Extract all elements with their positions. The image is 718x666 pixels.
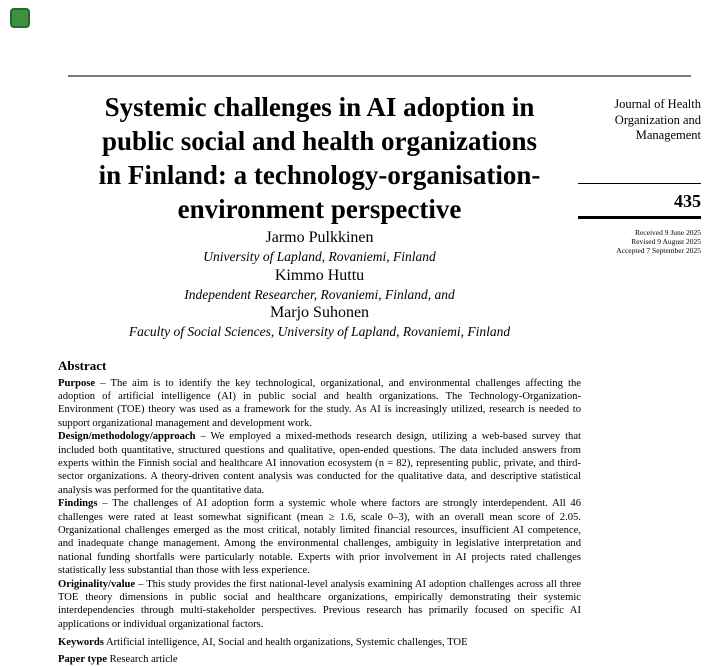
thick-rule xyxy=(578,216,701,219)
purpose-label: Purpose xyxy=(58,378,95,389)
section-separator: – xyxy=(95,378,110,389)
title-line: public social and health organizations xyxy=(58,124,581,158)
accepted-date: Accepted 7 September 2025 xyxy=(578,246,701,255)
purpose-text: The aim is to identify the key technological, organizational, and environmental challenges affecting the adoption of artificial intelligence (AI) in public social and health organizations. The Technology-Organization-Environment (TOE) theory was used as a framework for the study. As AI is increasingly utilized, research is needed to support organizational management and development work. xyxy=(58,378,581,429)
publisher-logo xyxy=(10,8,30,28)
originality-text: This study provides the first national-level analysis examining AI adoption challenges across all three TOE theory dimensions in public social and healthcare organizations, empirically demonstrating their systemic interdependencies through multi-stakeholder perspectives. Previous research has primarily focused on specific AI applications or individual organizational factors. xyxy=(58,579,581,630)
findings-text: The challenges of AI adoption form a systemic whole where factors are strongly interdependent. All 46 challenges were rated at least somewhat significant (mean ≥ 1.6, scale 0–3), with an overall mean score of 2.05. Organizational challenges emerged as the most critical, notably limited financial resources, insufficient AI competence, and inadequate change management. Among the environmental challenges, ambiguity in legislative interpretation and national funding shortfalls were particularly notable. Experts with prior involvement in AI projects rated challenges statistically less substantial than those with less experience. xyxy=(58,498,581,576)
paper-type-label: Paper type xyxy=(58,654,107,665)
title-line: Systemic challenges in AI adoption in xyxy=(58,90,581,124)
keywords-line xyxy=(58,636,581,649)
thin-rule xyxy=(578,183,701,184)
keywords-text: Artificial intelligence, AI, Social and health organizations, Systemic challenges, TOE xyxy=(106,637,468,648)
author-name: Kimmo Huttu xyxy=(58,266,581,286)
top-divider-rule xyxy=(68,75,691,77)
title-line: in Finland: a technology-organisation- xyxy=(58,158,581,192)
section-separator: – xyxy=(135,579,146,590)
abstract-block xyxy=(58,358,581,666)
page-number: 435 xyxy=(578,192,701,216)
section-separator: – xyxy=(97,498,112,509)
paper-type-line xyxy=(58,653,581,666)
author-affiliation: Independent Researcher, Rovaniemi, Finland, and xyxy=(58,286,581,304)
article-title xyxy=(58,90,581,226)
findings-label: Findings xyxy=(58,498,97,509)
keywords-label: Keywords xyxy=(58,637,104,648)
author-affiliation: University of Lapland, Rovaniemi, Finland xyxy=(58,248,581,266)
author-name: Jarmo Pulkkinen xyxy=(58,228,581,248)
article-history xyxy=(578,228,701,255)
abstract-section-purpose xyxy=(58,377,581,431)
journal-info-column xyxy=(578,97,701,255)
author-block xyxy=(58,228,581,341)
abstract-section-design xyxy=(58,430,581,497)
revised-date: Revised 9 August 2025 xyxy=(578,237,701,246)
main-column xyxy=(58,88,581,666)
section-separator: – xyxy=(196,431,211,442)
abstract-heading: Abstract xyxy=(58,358,581,374)
author-name: Marjo Suhonen xyxy=(58,303,581,323)
abstract-section-originality xyxy=(58,578,581,632)
paper-type-text: Research article xyxy=(110,654,178,665)
design-text: We employed a mixed-methods research design, utilizing a web-based survey that included both quantitative, structured questions and qualitative, open-ended questions. The data included answers from experts within the Finnish social and healthcare AI innovation ecosystem (n = 82), representing public, private, and third-sector organizations. A theory-driven content analysis was conducted for the qualitative data, and descriptive statistical analysis was performed for the quantitative data. xyxy=(58,431,581,496)
design-label: Design/methodology/approach xyxy=(58,431,196,442)
received-date: Received 9 June 2025 xyxy=(578,228,701,237)
journal-name: Journal of Health Organization and Management xyxy=(578,97,701,144)
originality-label: Originality/value xyxy=(58,579,135,590)
title-line: environment perspective xyxy=(58,192,581,226)
author-affiliation: Faculty of Social Sciences, University of Lapland, Rovaniemi, Finland xyxy=(58,323,581,341)
abstract-section-findings xyxy=(58,497,581,577)
